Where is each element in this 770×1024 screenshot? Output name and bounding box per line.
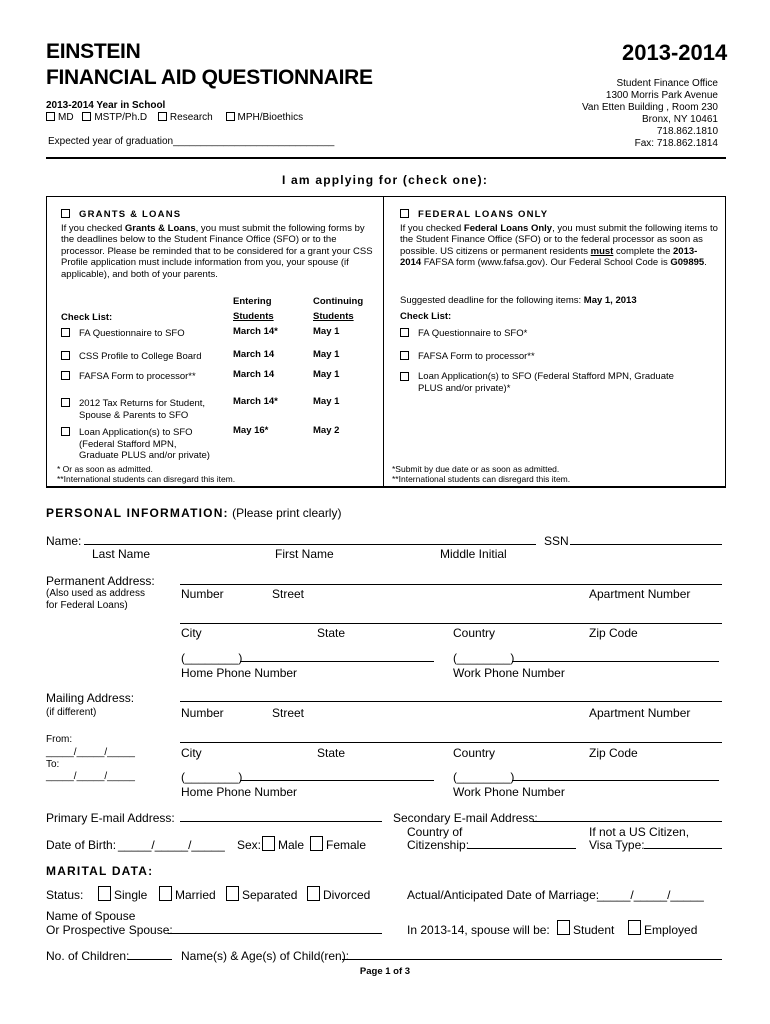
perm-state-caption: State — [317, 626, 346, 640]
marriage-date-input[interactable]: _____/_____/_____ — [597, 888, 704, 902]
mail-apartment-caption: Apartment Number — [589, 706, 691, 720]
mail-country-caption: Country — [453, 746, 496, 760]
single-checkbox[interactable] — [98, 886, 111, 901]
secondary-email-label: Secondary E-mail Address: — [393, 811, 538, 825]
mailing-city-input[interactable] — [180, 742, 722, 743]
mail-work-phone-area: (________) — [453, 770, 515, 784]
grants-checklist-label: Check List: — [61, 312, 113, 323]
status-label: Status: — [46, 888, 84, 902]
program-mstp[interactable]: MSTP/Ph.D — [82, 112, 147, 123]
grants-item-continuing: May 1 — [313, 369, 340, 380]
federal-item[interactable]: Loan Application(s) to SFO (Federal Stafford MPN, Graduate PLUS and/or private)* — [400, 371, 700, 394]
mail-home-phone-input[interactable] — [240, 780, 434, 781]
married-checkbox[interactable] — [159, 886, 172, 901]
if-different-note: (if different) — [46, 707, 97, 718]
form-title-line2: FINANCIAL AID QUESTIONNAIRE — [46, 66, 373, 89]
primary-email-label: Primary E-mail Address: — [46, 811, 175, 825]
children-names-label: Name(s) & Age(s) of Child(ren): — [181, 949, 350, 963]
divorced-checkbox[interactable] — [307, 886, 320, 901]
perm-zip-caption: Zip Code — [589, 626, 638, 640]
spouse-name-label-1: Name of Spouse — [46, 909, 136, 923]
perm-city-caption: City — [181, 626, 202, 640]
permanent-address-input[interactable] — [180, 584, 722, 585]
applying-table-divider — [383, 196, 384, 488]
mail-state-caption: State — [317, 746, 346, 760]
country-of-label: Country of — [407, 825, 463, 839]
federal-option[interactable]: FEDERAL LOANS ONLY — [400, 209, 718, 221]
grants-item[interactable]: Loan Application(s) to SFO (Federal Stafford MPN, Graduate PLUS and/or private) — [61, 427, 210, 462]
spouse-student-label: Student — [573, 923, 615, 937]
from-label: From: — [46, 734, 73, 745]
children-count-input[interactable] — [128, 959, 172, 960]
secondary-email-input[interactable] — [533, 821, 722, 822]
grants-item[interactable]: FA Questionnaire to SFO — [61, 328, 185, 340]
dob-input[interactable]: _____/_____/_____ — [118, 838, 225, 852]
grants-item[interactable]: CSS Profile to College Board — [61, 351, 202, 363]
to-label: To: — [46, 759, 60, 770]
checkbox-icon[interactable] — [61, 427, 70, 436]
dob-label: Date of Birth: — [46, 838, 117, 852]
program-md[interactable]: MD — [46, 112, 74, 123]
citizenship-label: Citizenship: — [407, 838, 470, 852]
office-address — [498, 78, 718, 150]
spouse-will-be-label: In 2013-14, spouse will be: — [407, 923, 550, 937]
grants-option[interactable]: GRANTS & LOANS — [61, 209, 379, 221]
perm-work-phone-input[interactable] — [512, 661, 719, 662]
page-number: Page 1 of 3 — [359, 966, 411, 977]
spouse-employed-checkbox[interactable] — [628, 920, 641, 935]
program-mph[interactable]: MPH/Bioethics — [226, 112, 304, 123]
applying-heading: I am applying for (check one): — [281, 173, 489, 187]
mail-work-phone-caption: Work Phone Number — [453, 785, 565, 799]
perm-home-phone-input[interactable] — [240, 661, 434, 662]
perm-work-phone-area: (________) — [453, 651, 515, 665]
office-name: Student Finance Office — [616, 78, 718, 89]
mail-number-caption: Number — [181, 706, 224, 720]
federal-notes: *Submit by due date or as soon as admitted. **International students can disregard this item. — [392, 464, 571, 484]
visa-type-label: Visa Type: — [589, 838, 645, 852]
federal-section — [400, 209, 718, 269]
middle-initial-caption: Middle Initial — [440, 547, 507, 561]
primary-email-input[interactable] — [180, 821, 382, 822]
year-in-school-label: 2013-2014 Year in School — [46, 100, 166, 111]
form-title-line1: EINSTEIN — [46, 40, 141, 63]
spouse-name-label-2: Or Prospective Spouse: — [46, 923, 173, 937]
col-continuing-header: Continuing Students — [313, 296, 364, 322]
federal-deadline: Suggested deadline for the following items: May 1, 2013 — [400, 295, 637, 306]
grants-item-continuing: May 1 — [313, 326, 340, 337]
sex-label: Sex: — [237, 838, 262, 852]
permanent-address-label: Permanent Address: — [46, 574, 155, 588]
header-divider — [46, 157, 726, 159]
permanent-city-input[interactable] — [180, 623, 722, 624]
grants-item-continuing: May 1 — [313, 349, 340, 360]
single-label: Single — [114, 888, 148, 902]
perm-home-phone-area: (________) — [181, 651, 243, 665]
mail-street-caption: Street — [272, 706, 305, 720]
federal-item[interactable]: FA Questionnaire to SFO* — [400, 328, 527, 340]
office-phone: 718.862.1810 — [656, 126, 718, 137]
visa-type-input[interactable] — [644, 848, 722, 849]
program-research[interactable]: Research — [158, 112, 213, 123]
checkbox-icon[interactable] — [158, 112, 167, 121]
perm-street-caption: Street — [272, 587, 305, 601]
checkbox-icon[interactable] — [400, 209, 409, 218]
name-label: Name: — [46, 534, 82, 548]
checkbox-icon[interactable] — [46, 112, 55, 121]
office-fax: Fax: 718.862.1814 — [634, 138, 718, 149]
grants-item[interactable]: FAFSA Form to processor** — [61, 371, 196, 383]
col-entering-header: Entering Students — [233, 296, 274, 322]
office-building: Van Etten Building , Room 230 — [581, 102, 718, 113]
perm-work-phone-caption: Work Phone Number — [453, 666, 565, 680]
permanent-address-note: (Also used as address for Federal Loans) — [46, 588, 145, 611]
male-label: Male — [278, 838, 305, 852]
mail-zip-caption: Zip Code — [589, 746, 638, 760]
separated-checkbox[interactable] — [226, 886, 239, 901]
mail-city-caption: City — [181, 746, 202, 760]
graduation-year-field[interactable]: Expected year of graduation_____________________________ — [48, 136, 335, 147]
checkbox-icon[interactable] — [400, 328, 409, 337]
mail-work-phone-input[interactable] — [512, 780, 719, 781]
to-date-input[interactable]: _____/_____/_____ — [46, 771, 135, 782]
mail-home-phone-area: (________) — [181, 770, 243, 784]
mail-home-phone-caption: Home Phone Number — [181, 785, 298, 799]
checkbox-icon[interactable] — [61, 351, 70, 360]
ssn-input[interactable] — [570, 544, 722, 545]
academic-year: 2013-2014 — [622, 40, 728, 65]
office-city: Bronx, NY 10461 — [642, 114, 718, 125]
grants-item-entering: March 14* — [233, 396, 278, 407]
female-checkbox[interactable] — [310, 836, 323, 851]
first-name-caption: First Name — [275, 547, 334, 561]
checkbox-icon[interactable] — [400, 372, 409, 381]
separated-label: Separated — [242, 888, 298, 902]
marital-heading: MARITAL DATA: — [46, 864, 154, 878]
personal-heading: PERSONAL INFORMATION: (Please print clearly) — [46, 506, 342, 520]
grants-description: If you checked Grants & Loans, you must submit the following forms by the deadlines below to the Student Finance Office (SFO) or to the processor. Please be reminded that to be considered for a grant your CSS Profile application must include information from you, your spouse (if applicable), and both of your parents. — [61, 222, 373, 280]
female-label: Female — [326, 838, 367, 852]
federal-description: If you checked Federal Loans Only, you must submit the following items to the Student Finance Office (SFO) or to the federal processor as soon as possible. US citizens or permanent residents must complete the 2013-2014 FAFSA form (www.fafsa.gov). Our Federal School Code is G09895. — [400, 222, 718, 268]
grants-item-continuing: May 2 — [313, 425, 340, 436]
checkbox-icon[interactable] — [61, 398, 70, 407]
grants-section — [61, 209, 379, 280]
perm-apartment-caption: Apartment Number — [589, 587, 691, 601]
spouse-student-checkbox[interactable] — [557, 920, 570, 935]
male-checkbox[interactable] — [262, 836, 275, 851]
spouse-employed-label: Employed — [644, 923, 698, 937]
mailing-address-input[interactable] — [180, 701, 722, 702]
federal-item[interactable]: FAFSA Form to processor** — [400, 351, 535, 363]
checkbox-icon[interactable] — [226, 112, 235, 121]
grants-item-entering: March 14* — [233, 326, 278, 337]
children-names-input[interactable] — [342, 959, 722, 960]
office-street: 1300 Morris Park Avenue — [605, 90, 718, 101]
checkbox-icon[interactable] — [61, 328, 70, 337]
not-us-citizen-label: If not a US Citizen, — [589, 825, 690, 839]
grants-item-entering: May 16* — [233, 425, 269, 436]
checkbox-icon[interactable] — [61, 209, 70, 218]
program-options — [46, 112, 303, 124]
grants-notes: * Or as soon as admitted. **International students can disregard this item. — [57, 464, 236, 484]
from-date-input[interactable]: _____/_____/_____ — [46, 747, 135, 758]
children-count-label: No. of Children: — [46, 949, 130, 963]
divorced-label: Divorced — [323, 888, 371, 902]
ssn-label: SSN — [544, 534, 569, 548]
checkbox-icon[interactable] — [400, 351, 409, 360]
citizenship-input[interactable] — [468, 848, 576, 849]
perm-home-phone-caption: Home Phone Number — [181, 666, 298, 680]
marriage-date-label: Actual/Anticipated Date of Marriage: — [407, 888, 600, 902]
mailing-address-label: Mailing Address: — [46, 691, 135, 705]
checkbox-icon[interactable] — [82, 112, 91, 121]
checkbox-icon[interactable] — [61, 371, 70, 380]
grants-item-entering: March 14 — [233, 349, 275, 360]
federal-checklist-label: Check List: — [400, 311, 452, 322]
name-input[interactable] — [84, 544, 536, 545]
married-label: Married — [175, 888, 216, 902]
last-name-caption: Last Name — [92, 547, 151, 561]
grants-item-entering: March 14 — [233, 369, 275, 380]
spouse-name-input[interactable] — [168, 933, 382, 934]
perm-country-caption: Country — [453, 626, 496, 640]
perm-number-caption: Number — [181, 587, 224, 601]
grants-item[interactable]: 2012 Tax Returns for Student, Spouse & Parents to SFO — [61, 398, 205, 421]
grants-item-continuing: May 1 — [313, 396, 340, 407]
